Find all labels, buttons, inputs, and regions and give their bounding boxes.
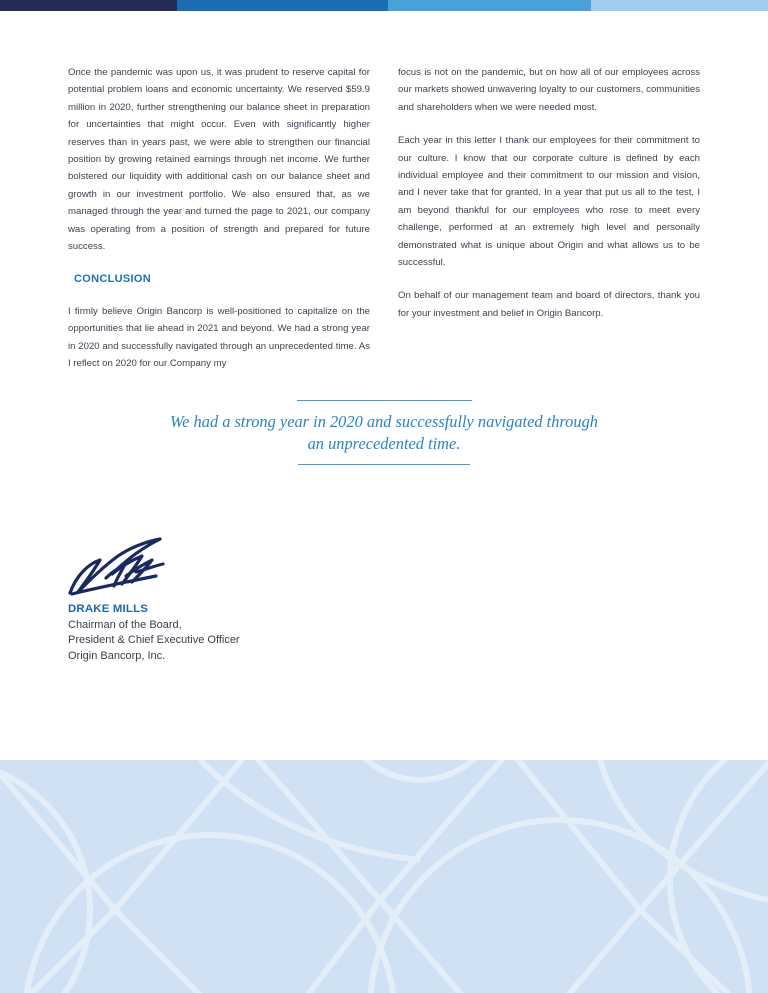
signature-block: [68, 602, 240, 664]
quote-line-2: an unprecedented time.: [307, 434, 461, 453]
top-color-bar: [0, 0, 768, 11]
left-paragraph-1: Once the pandemic was upon us, it was prudent to reserve capital for potential problem loans and economic uncertainty. We reserved $59.9 million in 2020, further strengthening our balance sheet in preparation for uncertainties that might occur. Even with significantly higher reserves than in years past, we were able to strengthen our financial position by growing retained earnings through net income. We further bolstered our liquidity with additional cash on our balance sheet and growth in our investment portfolio. We also ensured that, as we managed through the year and turned the page to 2021, our company was operating from a position of strength and prepared for future success.: [68, 67, 370, 253]
quote-line-1: We had a strong year in 2020 and successfully navigated through: [170, 412, 598, 431]
signature-image: [66, 536, 166, 598]
right-column: [398, 64, 700, 338]
left-paragraph-2: I firmly believe Origin Bancorp is well-positioned to capitalize on the opportunities that lie ahead in 2021 and beyond. We had a strong year in 2020 and successfully navigated through an unprecedented time. As I reflect on 2020 for our Company my: [68, 305, 370, 370]
right-paragraph-3: On behalf of our management team and board of directors, thank you for your investment and belief in Origin Bancorp.: [398, 290, 700, 319]
signer-title-1: Chairman of the Board,: [68, 618, 182, 631]
quote-rule-bottom: [298, 464, 470, 465]
right-paragraph-2: Each year in this letter I thank our employees for their commitment to our culture. I know that our corporate culture is defined by each individual employee and their commitment to our mission and vision, and I never take that for granted. In a year that put us all to the test, I am beyond thankful for our employees who rose to meet every challenge, performed at an extremely high level and personally demonstrated what is unique about Origin and what allows us to be successful.: [398, 135, 700, 269]
conclusion-heading: CONCLUSION: [74, 273, 151, 286]
top-bar-segment-light-blue: [388, 0, 591, 11]
left-column: [68, 64, 370, 389]
top-bar-segment-navy: [0, 0, 177, 11]
quote-rule-top: [297, 400, 472, 401]
signer-company: Origin Bancorp, Inc.: [68, 649, 166, 662]
top-bar-segment-blue: [177, 0, 388, 11]
top-bar-segment-pale-blue: [591, 0, 768, 11]
right-paragraph-1: focus is not on the pandemic, but on how all of our employees across our markets showed unwavering loyalty to our customers, communities and shareholders when we were needed most.: [398, 67, 700, 113]
signer-name: DRAKE MILLS: [68, 603, 149, 615]
pull-quote: [170, 400, 598, 465]
signer-title-2: President & Chief Executive Officer: [68, 634, 240, 646]
decorative-pattern: [0, 760, 768, 993]
quote-text: [170, 411, 598, 455]
